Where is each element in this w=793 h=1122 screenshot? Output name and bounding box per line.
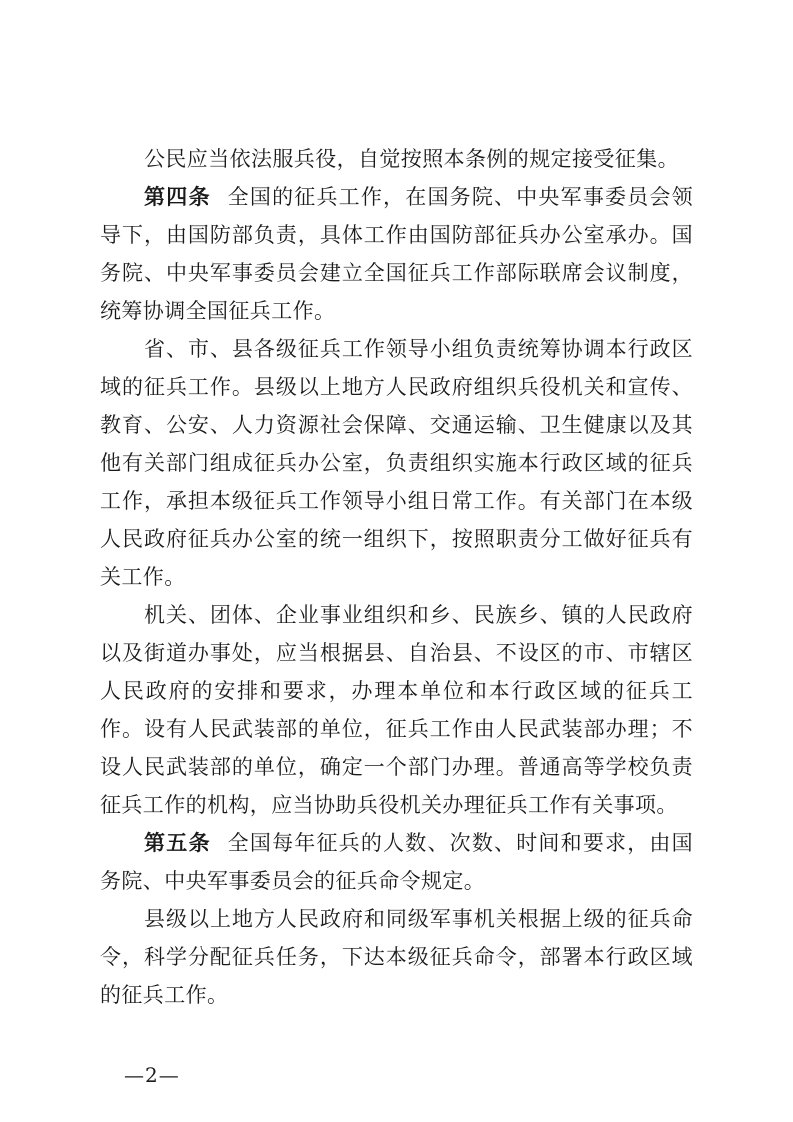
- article-4-heading: 第四条: [144, 185, 211, 209]
- paragraph-3: [100, 330, 693, 596]
- paragraph-1-text: 公民应当依法服兵役，自觉按照本条例的规定接受征集。: [144, 147, 679, 171]
- paragraph-4-text: 机关、团体、企业事业组织和乡、民族乡、镇的人民政府以及街道办事处，应当根据县、自治县、不设区的市、市辖区人民政府的安排和要求，办理本单位和本行政区域的征兵工作。设有人民武装部的单位，征兵工作由人民武装部办理；不设人民武装部的单位，确定一个部门办理。普通高等学校负责征兵工作的机构，应当协助兵役机关办理征兵工作有关事项。: [100, 603, 693, 817]
- article-5-heading: 第五条: [144, 831, 211, 855]
- page-number: —2—: [124, 1063, 180, 1087]
- paragraph-4: [100, 596, 693, 824]
- document-body: [100, 140, 693, 1014]
- paragraph-1: [100, 140, 693, 178]
- paragraph-2-text: 全国的征兵工作，在国务院、中央军事委员会领导下，由国防部负责，具体工作由国防部征兵办公室承办。国务院、中央军事委员会建立全国征兵工作部际联席会议制度，统筹协调全国征兵工作。: [100, 185, 693, 323]
- paragraph-3-text: 省、市、县各级征兵工作领导小组负责统筹协调本行政区域的征兵工作。县级以上地方人民政府组织兵役机关和宣传、教育、公安、人力资源社会保障、交通运输、卫生健康以及其他有关部门组成征兵办公室，负责组织实施本行政区域的征兵工作，承担本级征兵工作领导小组日常工作。有关部门在本级人民政府征兵办公室的统一组织下，按照职责分工做好征兵有关工作。: [100, 337, 693, 589]
- paragraph-6-text: 县级以上地方人民政府和同级军事机关根据上级的征兵命令，科学分配征兵任务，下达本级征兵命令，部署本行政区域的征兵工作。: [100, 907, 693, 1007]
- paragraph-2: [100, 178, 693, 330]
- paragraph-5: [100, 824, 693, 900]
- paragraph-6: [100, 900, 693, 1014]
- paragraph-5-text: 全国每年征兵的人数、次数、时间和要求，由国务院、中央军事委员会的征兵命令规定。: [100, 831, 693, 893]
